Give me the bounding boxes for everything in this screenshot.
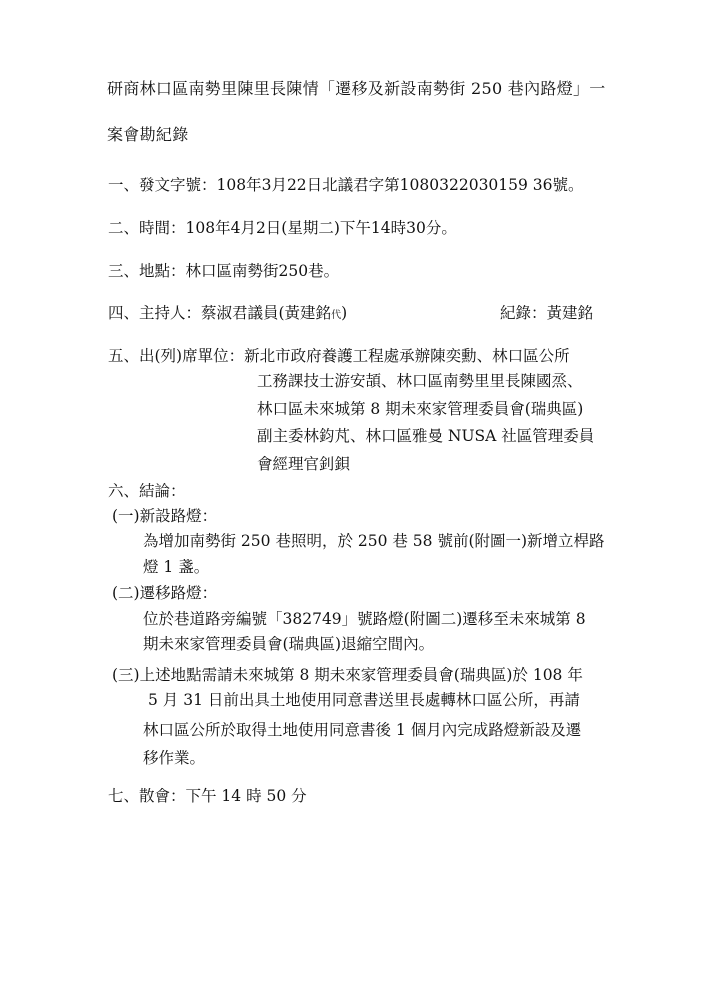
conclusion-item-heading: (二)遷移路燈：	[112, 584, 218, 602]
section-attendees-label: 五、出(列)席單位：新北市政府養護工程處承辦陳奕勳、林口區公所	[108, 347, 570, 365]
section-doc-number: 一、發文字號：108年3月22日北議君字第1080322030159 36號。	[108, 176, 584, 194]
section-adjourn: 七、散會：下午 14 時 50 分	[108, 787, 307, 805]
attendees-line: 林口區未來城第 8 期未來家管理委員會(瑞典區)	[257, 400, 584, 418]
section-time: 二、時間：108年4月2日(星期二)下午14時30分。	[108, 219, 457, 237]
attendees-line: 副主委林鈞芃、林口區雅曼 NUSA 社區管理委員	[257, 427, 595, 445]
section-recorder: 紀錄：黃建銘	[500, 304, 594, 322]
section-place: 三、地點：林口區南勢街250巷。	[108, 262, 340, 280]
conclusion-item-line: 期未來家管理委員會(瑞典區)退縮空間內。	[143, 635, 435, 653]
attendees-line: 工務課技士游安頡、林口區南勢里里長陳國烝、	[257, 372, 583, 390]
conclusion-item-heading: (三)上述地點需請未來城第 8 期未來家管理委員會(瑞典區)於 108 年	[112, 666, 583, 684]
host-close: )	[341, 304, 348, 322]
conclusion-item-line: 為增加南勢街 250 巷照明，於 250 巷 58 號前(附圖一)新增立桿路	[143, 532, 605, 550]
document-title-line-2: 案會勘紀錄	[107, 125, 189, 144]
conclusion-item-line: 位於巷道路旁編號「382749」號路燈(附圖二)遷移至未來城第 8	[143, 610, 586, 628]
section-conclusion-label: 六、結論：	[108, 482, 186, 500]
section-host	[108, 303, 347, 326]
conclusion-item-line: 燈 1 盞。	[143, 558, 210, 576]
host-label: 四、主持人：蔡淑君議員(黃建銘	[108, 304, 332, 322]
conclusion-item-heading: (一)新設路燈：	[112, 507, 218, 525]
host-proxy-mark: 代	[331, 310, 342, 321]
conclusion-item-line: 林口區公所於取得土地使用同意書後 1 個月內完成路燈新設及遷	[143, 721, 582, 739]
conclusion-item-line: 5 月 31 日前出具土地使用同意書送里長處轉林口區公所，再請	[148, 691, 580, 709]
conclusion-item-line: 移作業。	[143, 749, 206, 767]
document-title-line-1: 研商林口區南勢里陳里長陳情「遷移及新設南勢街 250 巷內路燈」一	[107, 79, 606, 98]
attendees-line: 會經理官釗鋇	[257, 455, 351, 473]
